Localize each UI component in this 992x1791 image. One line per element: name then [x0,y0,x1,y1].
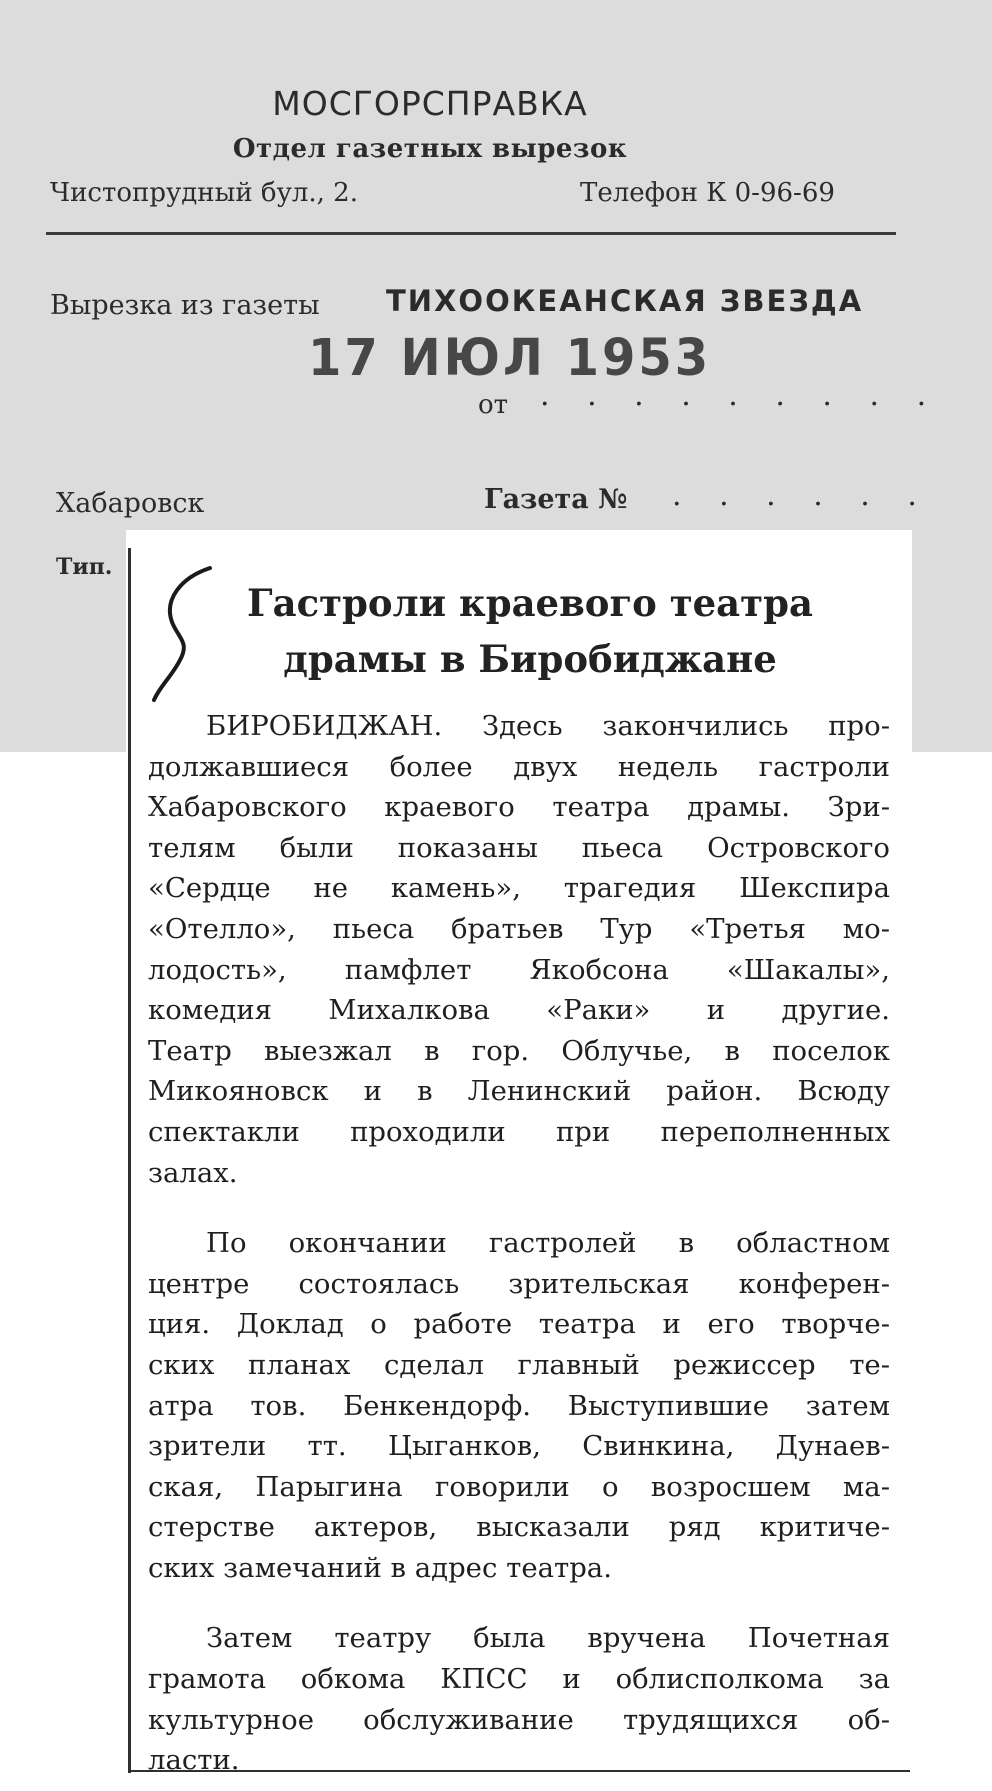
article-line: должавшиеся более двух недель гастроли [148,750,890,783]
article-line: Театр выезжал в гор. Облучье, в поселок [148,1034,890,1067]
article-line: залах. [148,1156,238,1189]
clipping-left-border [128,548,131,1773]
department-name: Отдел газетных вырезок [232,134,628,164]
article-line: Микояновск и в Ленинский район. Всюду [148,1075,890,1108]
article-line: «Сердце не камень», трагедия Шекспира [148,872,890,905]
agency-phone: Телефон К 0-96-69 [580,178,835,208]
article-line: спектакли проходили при переполненных [148,1115,890,1148]
article-line: культурное обслуживание трудящихся об- [148,1703,890,1736]
headline-line: Гастроли краевого театра [247,581,813,625]
date-dots: . . . . . . . . . [540,378,941,413]
issue-dots: . . . . . . [672,478,931,513]
article-line: зрители тт. Цыганков, Свинкина, Дунаев- [148,1430,890,1463]
article-line: БИРОБИДЖАН. Здесь закончились про- [206,710,890,742]
article-line: лодость», памфлет Якобсона «Шакалы», [148,953,890,986]
header-divider [46,232,896,235]
article-line: Затем театру была вручена Почетная [206,1622,890,1655]
from-label: от [478,390,509,420]
article-line: стерстве актеров, высказали ряд критиче- [148,1511,890,1544]
article-line: телям были показаны пьеса Островского [148,831,890,864]
article-headline [150,575,910,687]
article-line: атра тов. Бенкендорф. Выступившие затем [148,1389,890,1422]
issue-label: Газета № [484,484,628,515]
clipping-label: Вырезка из газеты [50,290,320,321]
article-line: грамота обкома КПСС и облисполкома за [148,1663,890,1696]
article-line: «Отелло», пьеса братьев Тур «Третья мо- [148,912,890,945]
article-line: ция. Доклад о работе театра и его творче- [148,1308,890,1341]
article-line: ских замечаний в адрес театра. [148,1551,612,1584]
headline-line: драмы в Биробиджане [283,637,777,681]
agency-address: Чистопрудный бул., 2. [50,178,358,208]
article-body [148,706,890,1781]
city-label: Хабаровск [56,488,205,519]
article-line: центре состоялась зрительская конферен- [148,1267,890,1300]
article-line: По окончании гастролей в областном [206,1227,890,1260]
date-stamp: 17 ИЮЛ 1953 [308,328,712,388]
article-line: ласти. [148,1744,240,1777]
article-line: ских планах сделал главный режиссер те- [148,1348,890,1381]
newspaper-name: ТИХООКЕАНСКАЯ ЗВЕЗДА [386,284,864,318]
agency-name: МОСГОРСПРАВКА [272,84,588,123]
article-line: ская, Парыгина говорили о возросшем ма- [148,1470,890,1503]
printer-label: Тип. [56,554,113,580]
article-line: Хабаровского краевого театра драмы. Зри- [148,791,890,824]
article-line: комедия Михалкова «Раки» и другие. [148,994,890,1027]
